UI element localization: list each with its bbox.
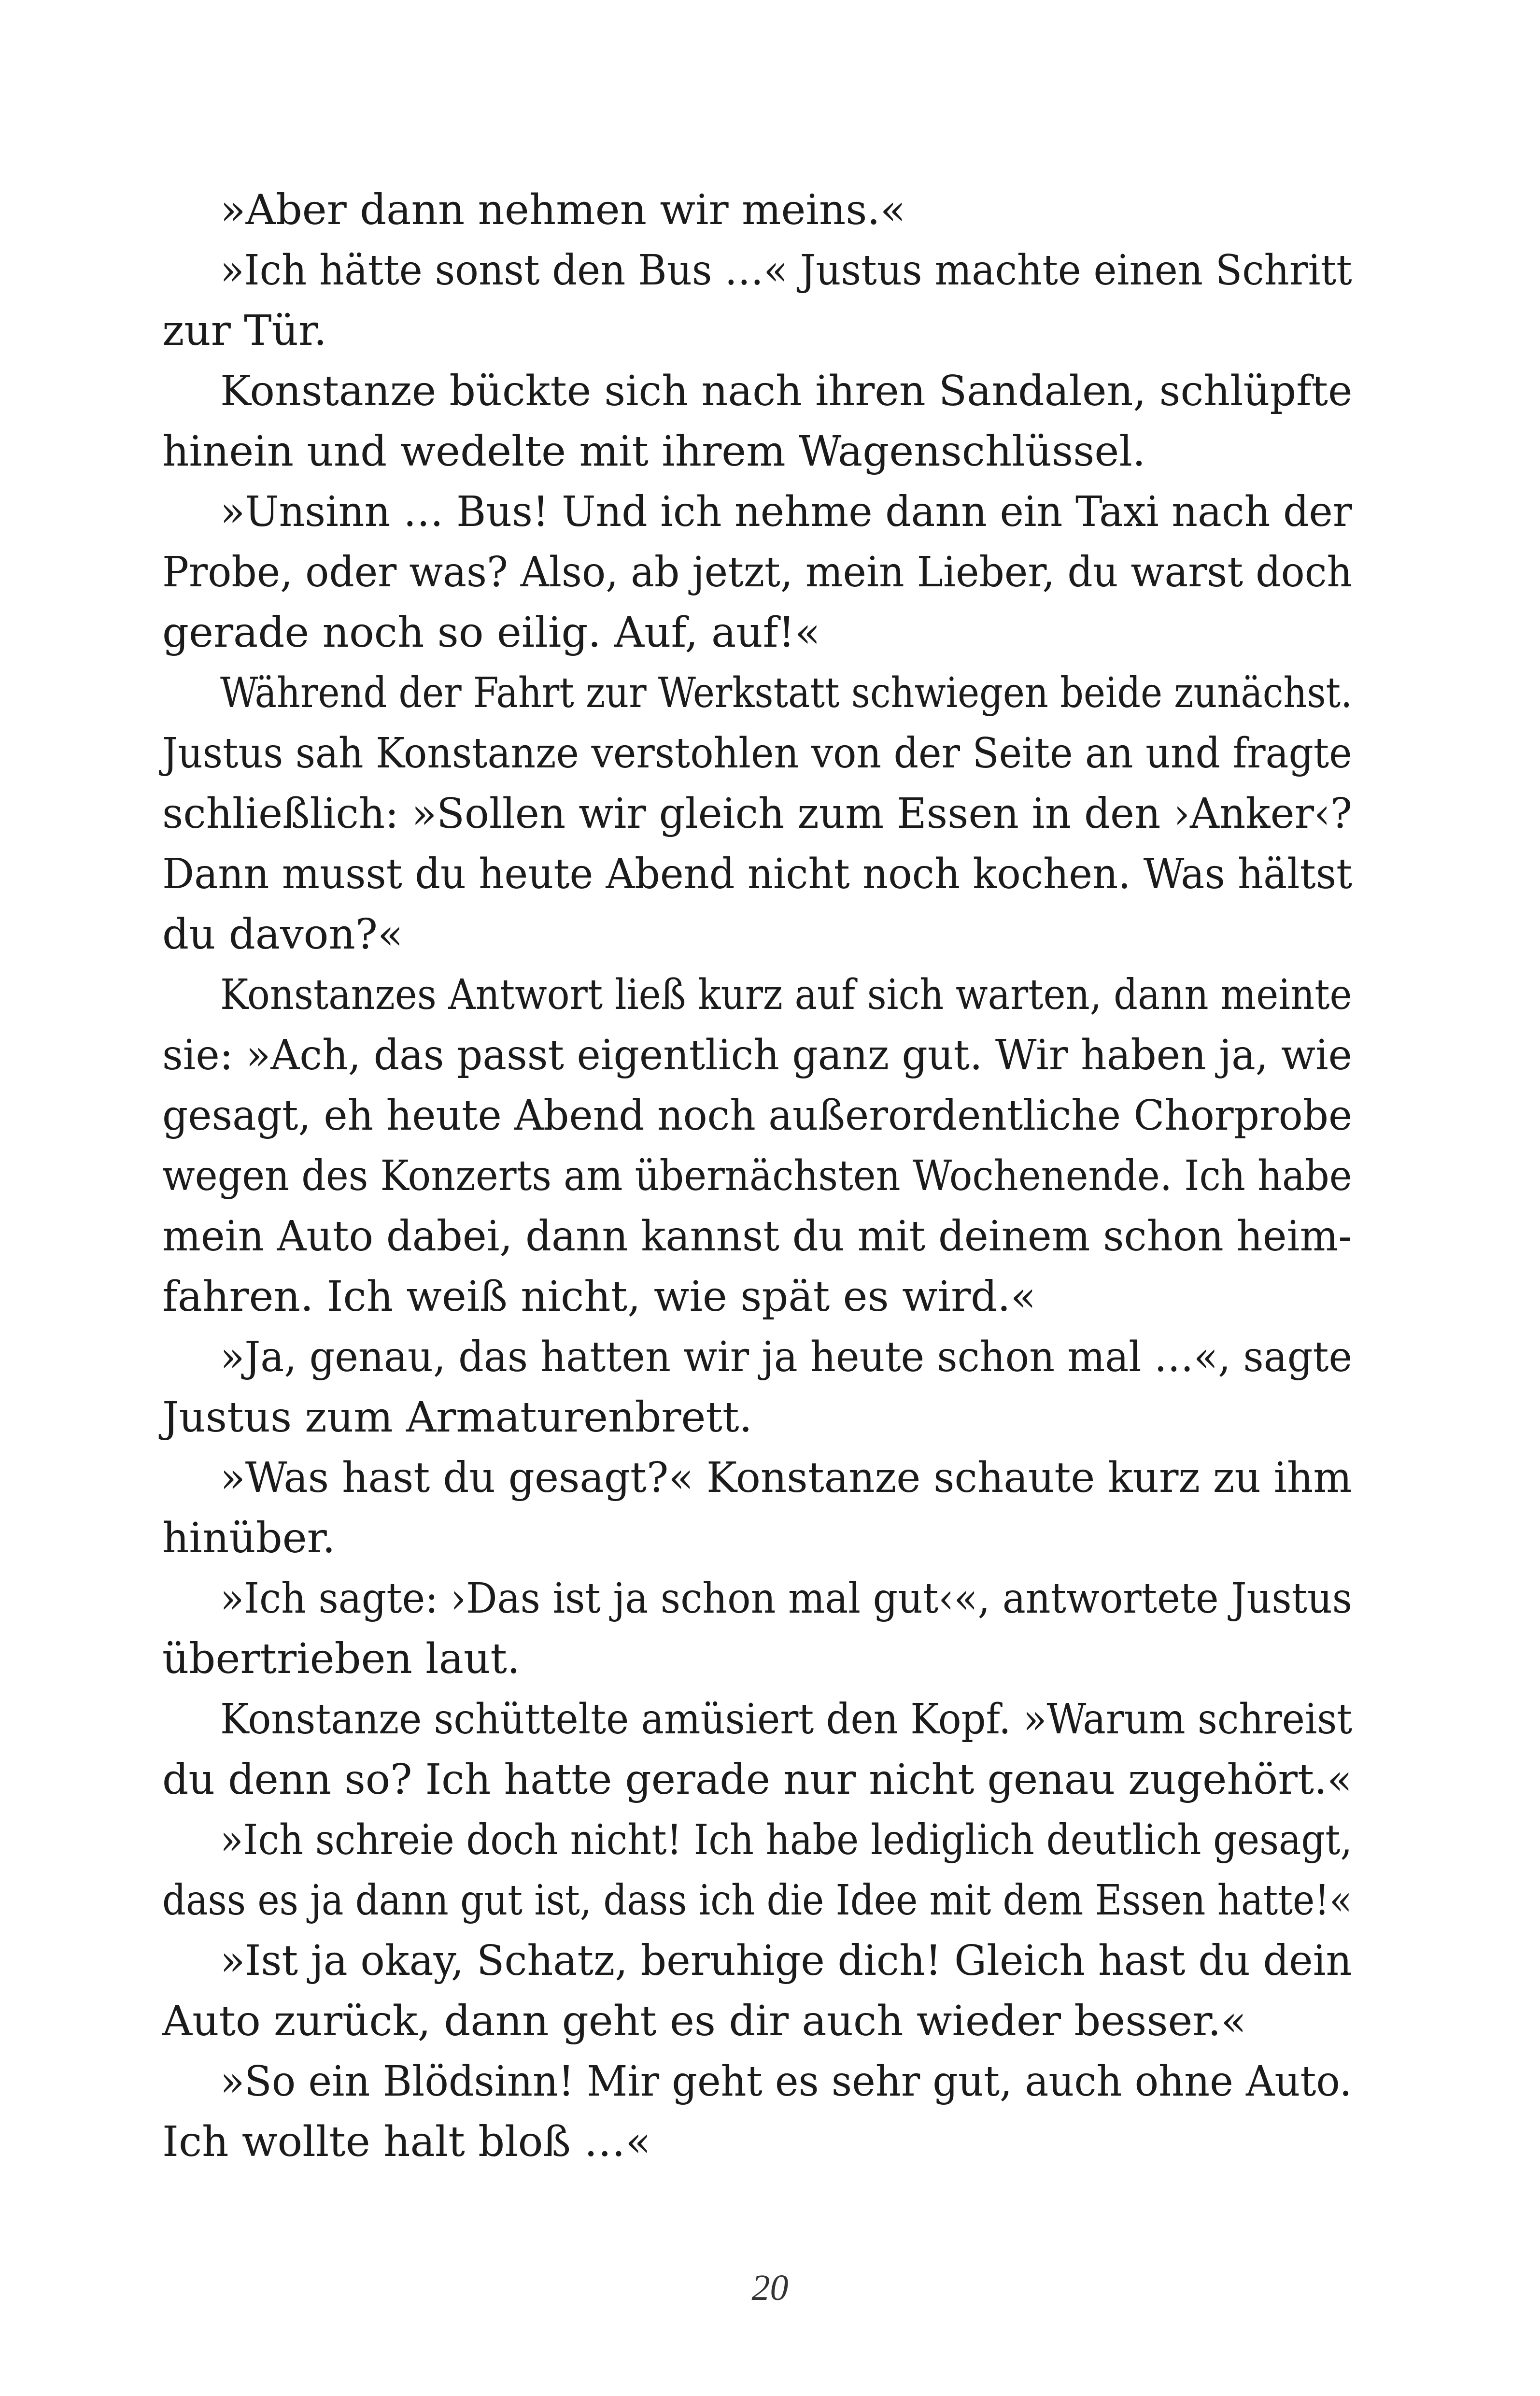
text-line: Probe, oder was? Also, ab jetzt, mein Lieber, du warst doch bbox=[162, 548, 1353, 596]
text-line: gesagt, eh heute Abend noch außerordentliche Chorprobe bbox=[162, 1092, 1353, 1140]
text-line: »So ein Blödsinn! Mir geht es sehr gut, auch ohne Auto. bbox=[220, 2057, 1352, 2106]
text-line: Justus zum Armaturenbrett. bbox=[162, 1393, 752, 1442]
text-line: Konstanze schüttelte amüsiert den Kopf. »Warum schreist bbox=[220, 1695, 1353, 1744]
text-line: Konstanze bückte sich nach ihren Sandalen, schlüpfte bbox=[220, 367, 1353, 415]
text-line: »Aber dann nehmen wir meins.« bbox=[220, 186, 906, 234]
text-line: Ich wollte halt bloß …« bbox=[162, 2118, 651, 2166]
text-line: »Ich sagte: ›Das ist ja schon mal gut‹«, antwortete Justus bbox=[220, 1574, 1353, 1623]
text-line: »Ich hätte sonst den Bus …« Justus machte einen Schritt bbox=[220, 246, 1352, 295]
text-line: Während der Fahrt zur Werkstatt schwiegen beide zunächst. bbox=[220, 669, 1353, 717]
text-line: hinein und wedelte mit ihrem Wagenschlüssel. bbox=[162, 427, 1146, 476]
text-line: »Was hast du gesagt?« Konstanze schaute kurz zu ihm bbox=[220, 1454, 1352, 1502]
text-line: hinüber. bbox=[162, 1514, 336, 1562]
text-line: fahren. Ich weiß nicht, wie spät es wird.« bbox=[162, 1273, 1036, 1321]
text-line: Dann musst du heute Abend nicht noch kochen. Was hältst bbox=[162, 850, 1353, 898]
text-line: »Unsinn … Bus! Und ich nehme dann ein Taxi nach der bbox=[220, 488, 1352, 536]
text-line: zur Tür. bbox=[162, 307, 327, 355]
text-line: Auto zurück, dann geht es dir auch wieder besser.« bbox=[162, 1997, 1247, 2045]
text-line: sie: »Ach, das passt eigentlich ganz gut. Wir haben ja, wie bbox=[162, 1031, 1353, 1079]
text-line: gerade noch so eilig. Auf, auf!« bbox=[162, 609, 820, 657]
text-line: übertrieben laut. bbox=[162, 1635, 521, 1683]
text-line: »Ja, genau, das hatten wir ja heute schon mal …«, sagte bbox=[220, 1333, 1353, 1381]
text-line: »Ich schreie doch nicht! Ich habe lediglich deutlich gesagt, bbox=[220, 1816, 1353, 1864]
text-line: dass es ja dann gut ist, dass ich die Idee mit dem Essen hatte!« bbox=[162, 1876, 1352, 1925]
text-line: schließlich: »Sollen wir gleich zum Essen in den ›Anker‹? bbox=[162, 790, 1353, 838]
text-line: Justus sah Konstanze verstohlen von der Seite an und fragte bbox=[162, 729, 1352, 778]
text-line: wegen des Konzerts am übernächsten Wochenende. Ich habe bbox=[162, 1152, 1352, 1200]
text-line: du davon?« bbox=[162, 910, 403, 959]
text-line: Konstanzes Antwort ließ kurz auf sich warten, dann meinte bbox=[220, 971, 1352, 1019]
text-line: du denn so? Ich hatte gerade nur nicht genau zugehört.« bbox=[162, 1756, 1353, 1804]
text-line: mein Auto dabei, dann kannst du mit deinem schon heim- bbox=[162, 1212, 1352, 1261]
page-number: 20 bbox=[751, 2268, 789, 2308]
text-line: »Ist ja okay, Schatz, beruhige dich! Gleich hast du dein bbox=[220, 1937, 1352, 1985]
